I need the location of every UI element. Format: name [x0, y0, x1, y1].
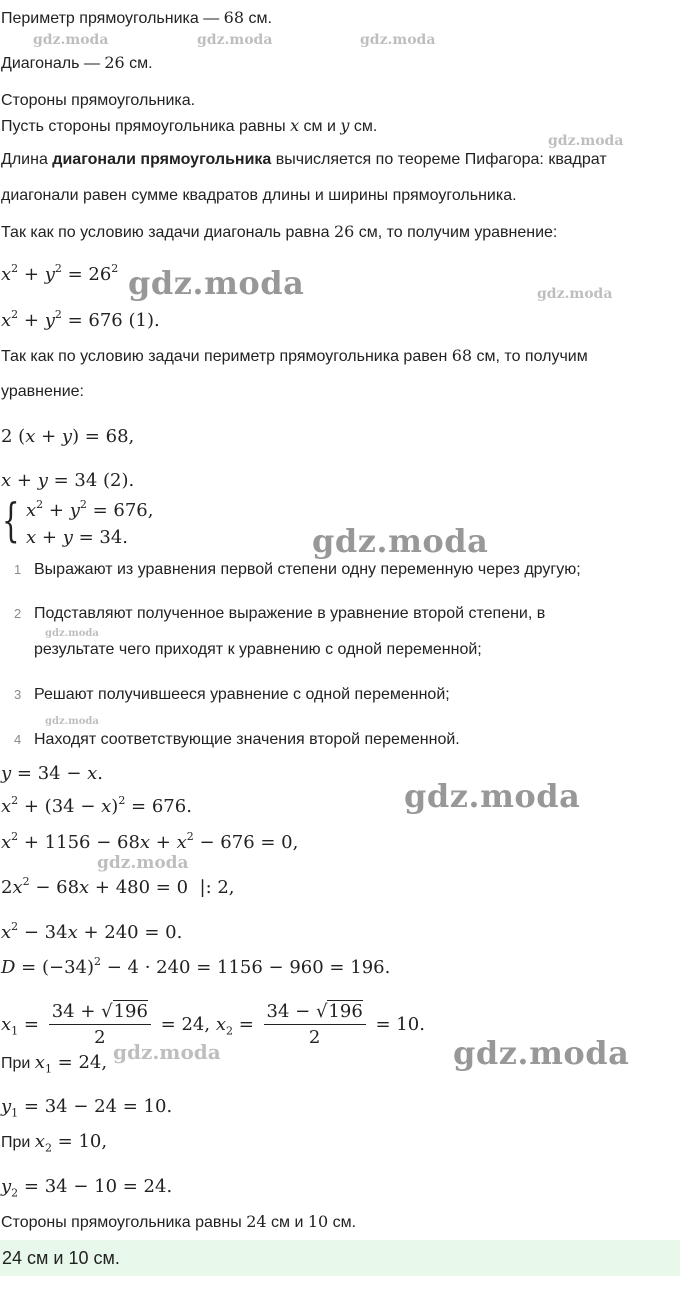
- perimeter-condition-line-2: уравнение:: [1, 383, 84, 400]
- equation-y-expr: y = 34 − x.: [1, 763, 104, 784]
- final-answer: 24 см и 10 см.: [2, 1248, 120, 1268]
- equation-discriminant: $D = (-34)^2 - 4 \cdot 240 = 1156 - 960 = 196$.: [1, 955, 391, 978]
- pythagoras-line-2: диагонали равен сумме квадратов длины и ширины прямоугольника.: [1, 187, 517, 204]
- watermark: gdz.moda: [197, 32, 273, 48]
- final-answer-box: [0, 1240, 680, 1276]
- watermark: gdz.moda: [128, 264, 305, 302]
- equation-y1: $y_1 = 34 - 24 = 10$.: [1, 1096, 173, 1120]
- let-sides-line: Пусть стороны прямоугольника равны x см и y см.: [1, 116, 378, 135]
- method-step-continued: результате чего приходят к уравнению с одной переменной;: [34, 641, 482, 658]
- perimeter-condition-line: Так как по условию задачи периметр прямоугольника равен 68 см, то получим: [1, 346, 588, 365]
- at-x2-line: При $x_2 = 10$,: [1, 1131, 108, 1155]
- watermark: gdz.moda: [45, 716, 99, 727]
- equation-roots: $x_1$ = $\frac{34 + √196}{2}$ = 24, $x_2$ = $\frac{34 - √196}{2}$ = 10.: [1, 1000, 425, 1048]
- answer-sentence: Стороны прямоугольника равны 24 см и 10 см.: [1, 1212, 357, 1231]
- watermark: gdz.moda: [404, 777, 581, 815]
- system-eq-1: $x^2 + y^2 = 676$,: [26, 498, 154, 521]
- system-eq-2: x + y = 34.: [26, 527, 129, 548]
- method-step: 2 Подставляют полученное выражение в уравнение второй степени, в: [14, 605, 546, 622]
- method-step: 4 Находят соответствующие значения второй переменной.: [14, 731, 460, 748]
- watermark: gdz.moda: [97, 853, 189, 873]
- watermark: gdz.moda: [360, 32, 436, 48]
- equation-divide: $2x^2 - 68x + 480 = 0$ |: 2,: [1, 875, 235, 898]
- equation-substitution: $x^2 + (34 - x)^2 = 676$.: [1, 794, 192, 817]
- equation-perimeter: 2 (x + y) = 68,: [1, 426, 135, 447]
- equation-1: $x^2 + y^2 = 676$ (1).: [1, 308, 160, 331]
- sides-heading: Стороны прямоугольника.: [1, 92, 196, 109]
- diagonal-line: Диагональ — 26 см.: [1, 53, 153, 72]
- equation-2: x + y = 34 (2).: [1, 470, 135, 491]
- system-brace: {: [2, 493, 20, 547]
- equation-pythagoras: $x^2 + y^2 = 26^2$: [1, 262, 119, 285]
- equation-expanded: $x^2 + 1156 - 68x + x^2 - 676 = 0$,: [1, 830, 299, 853]
- watermark: gdz.moda: [33, 32, 109, 48]
- method-step: 1 Выражают из уравнения первой степени одну переменную через другую;: [14, 561, 581, 578]
- watermark: gdz.moda: [548, 133, 624, 149]
- at-x1-line: При $x_1 = 24$,: [1, 1052, 108, 1076]
- equation-quadratic: $x^2 - 34x + 240 = 0$.: [1, 920, 183, 943]
- pythagoras-line: Длина диагонали прямоугольника вычисляется по теореме Пифагора: квадрат: [1, 151, 607, 168]
- watermark: gdz.moda: [453, 1034, 630, 1072]
- watermark: gdz.moda: [113, 1040, 221, 1064]
- equation-y2: $y_2 = 34 - 10 = 24$.: [1, 1176, 173, 1200]
- watermark: gdz.moda: [45, 628, 99, 639]
- watermark: gdz.moda: [312, 522, 489, 560]
- watermark: gdz.moda: [537, 286, 613, 302]
- diagonal-condition-line: Так как по условию задачи диагональ равна 26 см, то получим уравнение:: [1, 222, 558, 241]
- method-step: 3 Решают получившееся уравнение с одной переменной;: [14, 686, 450, 703]
- perimeter-line: Периметр прямоугольника — 68 см.: [1, 8, 272, 27]
